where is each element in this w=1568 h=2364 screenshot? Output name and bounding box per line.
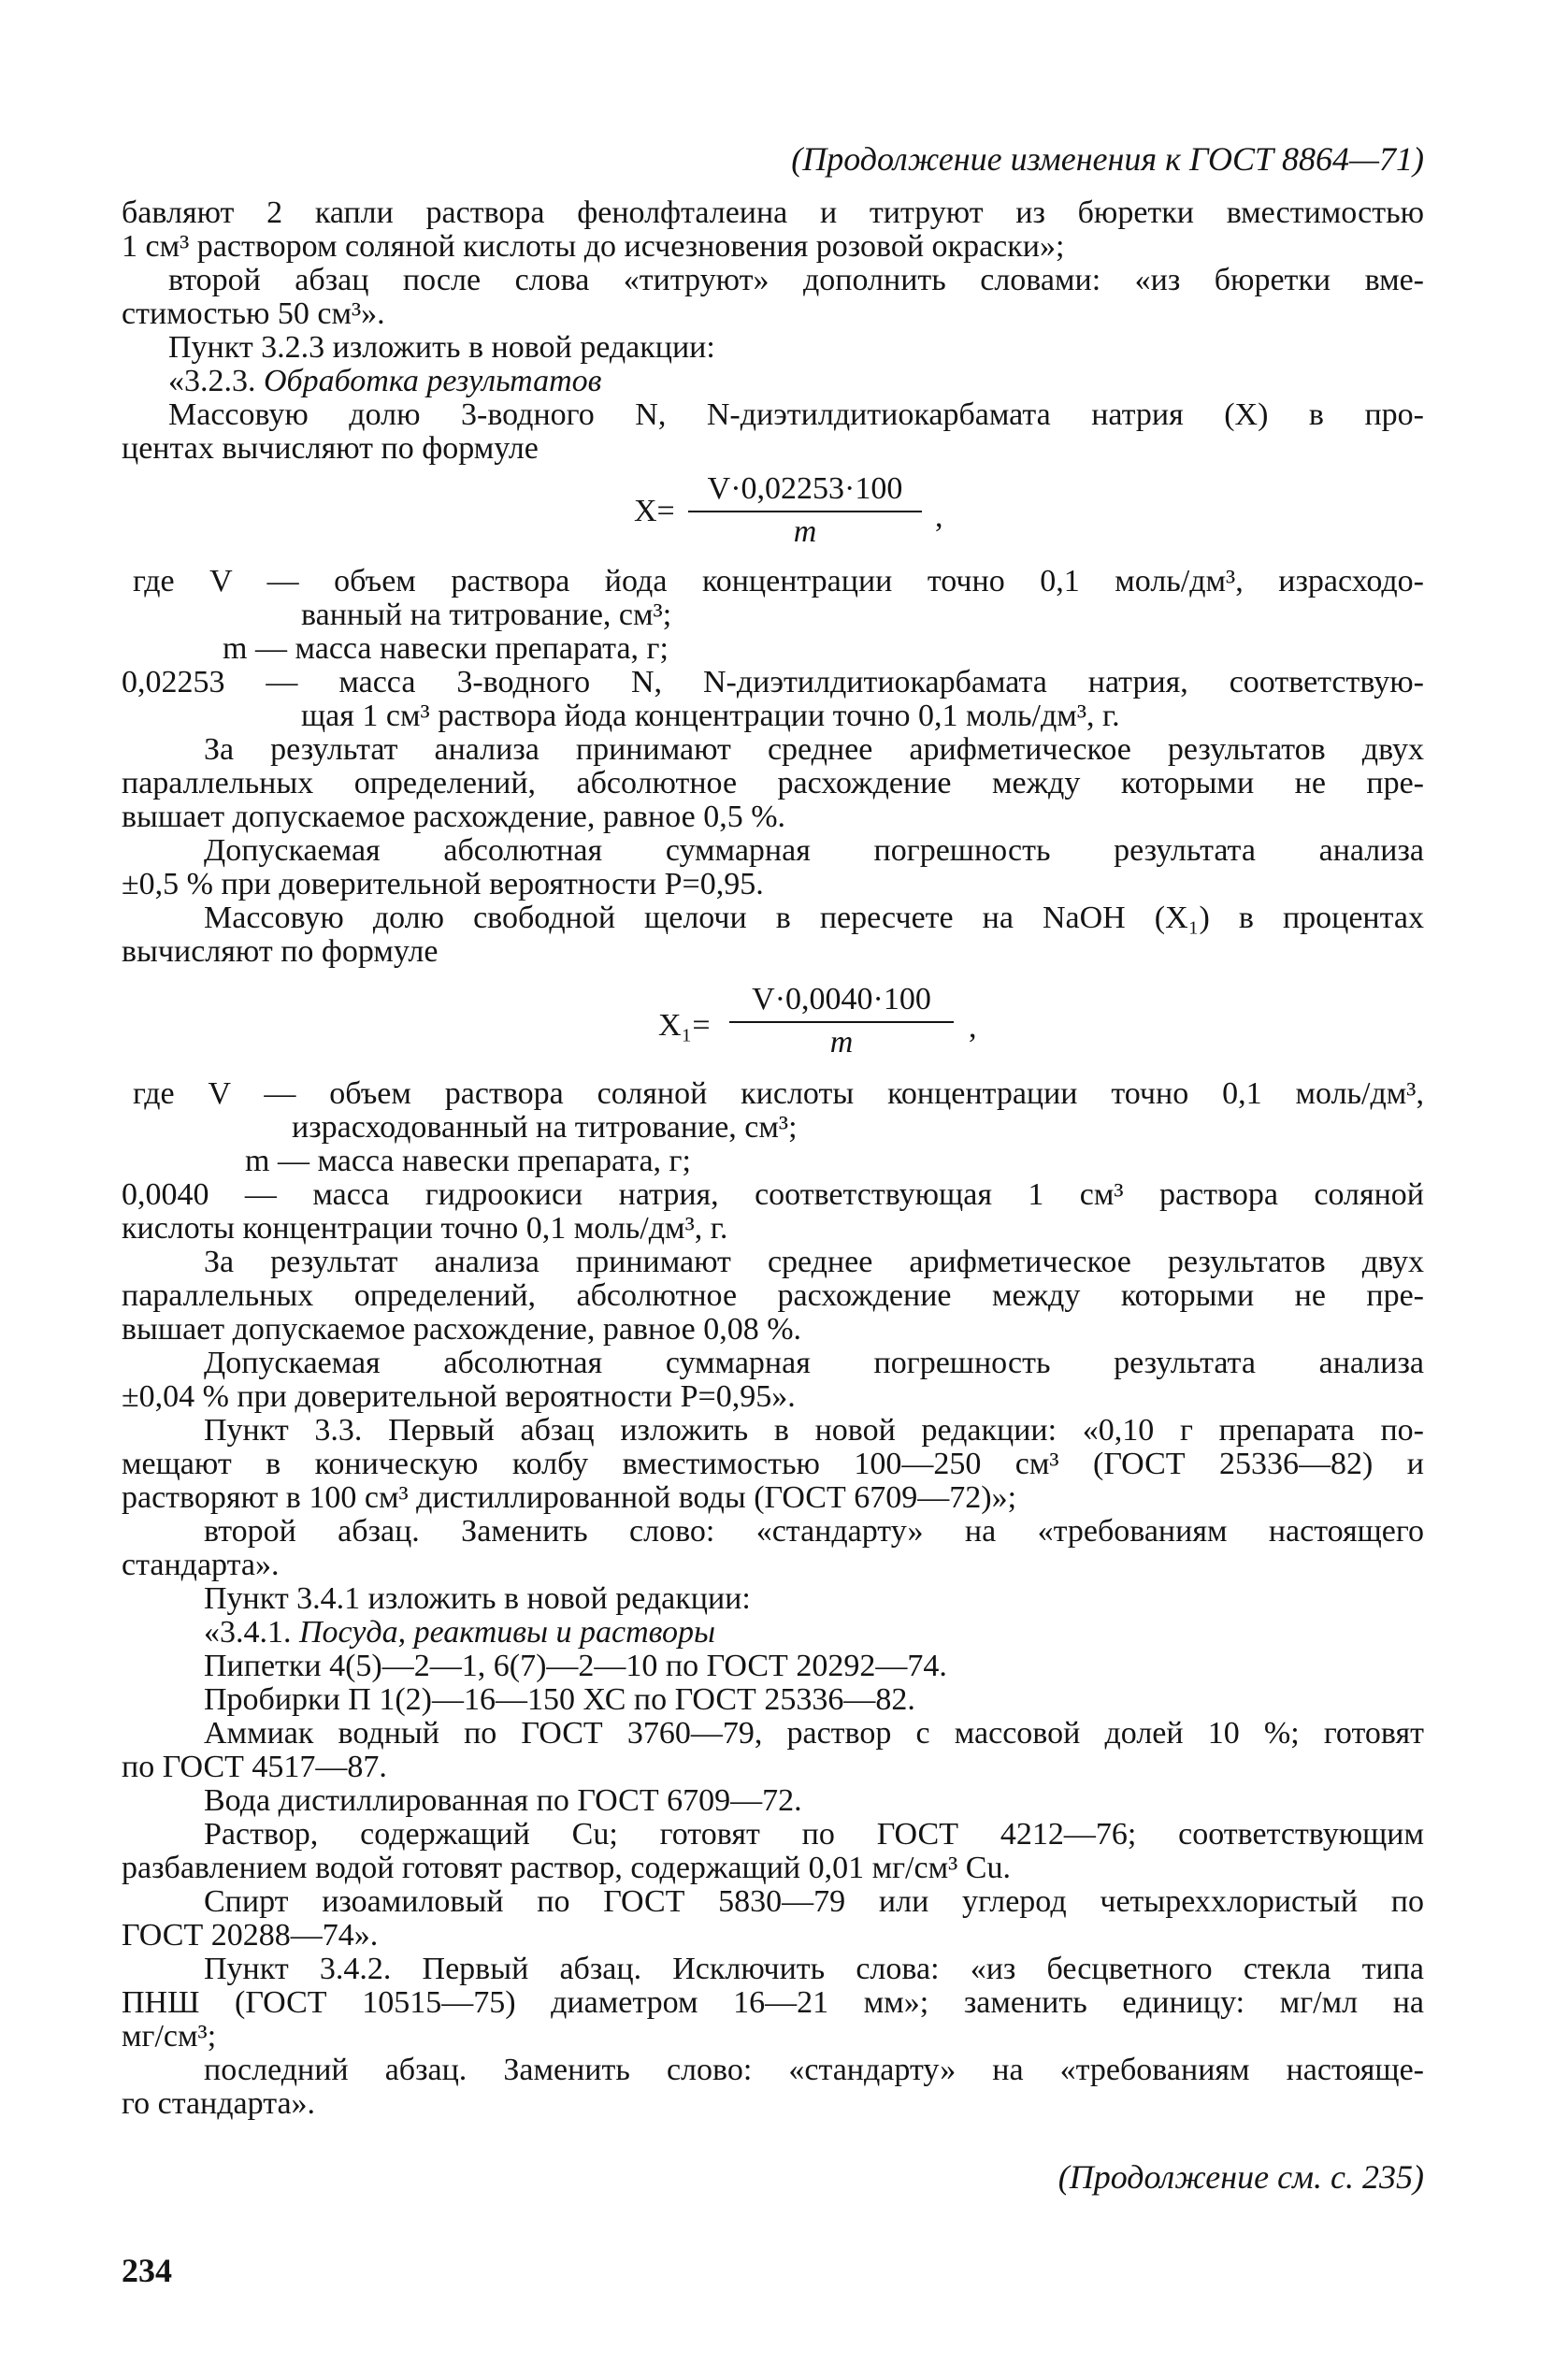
body-line: Пипетки 4(5)—2—1, 6(7)—2—10 по ГОСТ 20292—74. (204, 1649, 947, 1683)
body-line: Спирт изоамиловый по ГОСТ 5830—79 или углерод четыреххлористый по (204, 1884, 1424, 1919)
body-line: За результат анализа принимают среднее арифметическое результатов двух (204, 1245, 1424, 1279)
section-heading (168, 365, 601, 398)
body-line: Пункт 3.4.1 изложить в новой редакции: (204, 1581, 751, 1616)
body-line: Пробирки П 1(2)—16—150 ХС по ГОСТ 25336—82. (204, 1682, 915, 1717)
section-heading (204, 1616, 715, 1650)
formula-1-fraction-bar (688, 511, 922, 512)
body-line: бавляют 2 капли раствора фенолфталеина и титруют из бюретки вместимостью (122, 195, 1424, 230)
body-line: второй абзац после слова «титруют» дополнить словами: «из бюретки вме- (168, 263, 1424, 297)
body-line: ГОСТ 20288—74». (122, 1918, 379, 1953)
body-line: мещают в коническую колбу вместимостью 100—250 см³ (ГОСТ 25336—82) и (122, 1447, 1424, 1481)
section-number: «3.4.1. (204, 1615, 299, 1650)
legend-line: израсходованный на титрование, см³; (292, 1110, 798, 1145)
section-title: Посуда, реактивы и растворы (299, 1615, 716, 1650)
legend-line: 0,02253 — масса 3-водного N, N-диэтилдитиокарбамата натрия, соответствую- (122, 665, 1424, 699)
body-line: ПНШ (ГОСТ 10515—75) диаметром 16—21 мм»; заменить единицу: мг/мл на (122, 1985, 1424, 2020)
body-line: Массовую долю свободной щелочи в пересчете на NaOH (X₁) в процентах (204, 901, 1424, 935)
running-header: (Продолжение изменения к ГОСТ 8864—71) (791, 140, 1424, 178)
formula-2-fraction-bar (729, 1021, 954, 1023)
body-line: Допускаемая абсолютная суммарная погрешность результата анализа (204, 833, 1424, 868)
legend-line: ванный на титрование, см³; (301, 598, 672, 632)
legend-line: m — масса навески препарата, г; (223, 631, 669, 666)
body-line: разбавлением водой готовят раствор, содержащий 0,01 мг/см³ Cu. (122, 1851, 1011, 1885)
continuation-note: (Продолжение см. с. 235) (1057, 2158, 1424, 2196)
body-line: ±0,04 % при доверительной вероятности P=0,95». (122, 1379, 796, 1414)
legend-line: щая 1 см³ раствора йода концентрации точно 0,1 моль/дм³, г. (301, 699, 1120, 733)
formula-2-denominator: m (829, 1025, 854, 1059)
legend-line: где V — объем раствора йода концентрации точно 0,1 моль/дм³, израсходо- (133, 564, 1424, 598)
body-line: мг/см³; (122, 2019, 217, 2054)
formula-2-lhs: X₁= (658, 1008, 711, 1043)
body-line: стандарта». (122, 1548, 280, 1582)
body-line: растворяют в 100 см³ дистиллированной воды (ГОСТ 6709—72)»; (122, 1480, 1017, 1515)
body-line: вышает допускаемое расхождение, равное 0,5 %. (122, 800, 786, 834)
body-line: Аммиак водный по ГОСТ 3760—79, раствор с массовой долей 10 %; готовят (204, 1716, 1424, 1751)
formula-2-numerator: V·0,0040·100 (752, 982, 931, 1016)
formula-2-comma: , (969, 1010, 977, 1045)
body-line: 1 см³ раствором соляной кислоты до исчезновения розовой окраски»; (122, 229, 1065, 264)
body-line: вычисляют по формуле (122, 934, 439, 969)
body-line: Пункт 3.3. Первый абзац изложить в новой редакции: «0,10 г препарата по- (204, 1413, 1424, 1448)
legend-line: кислоты концентрации точно 0,1 моль/дм³, г. (122, 1211, 728, 1246)
legend-line: m — масса навески препарата, г; (245, 1144, 691, 1178)
body-line: параллельных определений, абсолютное расхождение между которыми не пре- (122, 766, 1424, 800)
body-line: За результат анализа принимают среднее арифметическое результатов двух (204, 732, 1424, 767)
section-title: Обработка результатов (264, 364, 602, 398)
legend-line: где V — объем раствора соляной кислоты концентрации точно 0,1 моль/дм³, (133, 1076, 1424, 1111)
formula-1-comma: , (935, 499, 943, 534)
body-line: Пункт 3.4.2. Первый абзац. Исключить слова: «из бесцветного стекла типа (204, 1952, 1424, 1986)
body-line: по ГОСТ 4517—87. (122, 1750, 387, 1784)
body-line: стимостью 50 см³». (122, 296, 385, 331)
body-line: последний абзац. Заменить слово: «стандарту» на «требованиям настояще- (204, 2053, 1424, 2087)
body-line: Раствор, содержащий Cu; готовят по ГОСТ 4212—76; соответствующим (204, 1817, 1424, 1852)
legend-line: 0,0040 — масса гидроокиси натрия, соответствующая 1 см³ раствора соляной (122, 1177, 1424, 1212)
section-number: «3.2.3. (168, 364, 264, 398)
body-line: параллельных определений, абсолютное расхождение между которыми не пре- (122, 1278, 1424, 1313)
body-line: Вода дистиллированная по ГОСТ 6709—72. (204, 1783, 802, 1818)
page-number: 234 (122, 2252, 172, 2289)
body-line: Допускаемая абсолютная суммарная погрешность результата анализа (204, 1346, 1424, 1380)
body-line: вышает допускаемое расхождение, равное 0,08 %. (122, 1312, 802, 1347)
body-line: второй абзац. Заменить слово: «стандарту» на «требованиям настоящего (204, 1514, 1424, 1549)
body-line: го стандарта». (122, 2086, 316, 2121)
body-line: ±0,5 % при доверительной вероятности P=0,95. (122, 867, 764, 901)
formula-1-denominator: m (793, 514, 817, 549)
body-line: центах вычисляют по формуле (122, 431, 539, 466)
formula-1-lhs: X= (634, 494, 675, 528)
body-line: Пункт 3.2.3 изложить в новой редакции: (168, 330, 715, 365)
body-line: Массовую долю 3-водного N, N-диэтилдитиокарбамата натрия (X) в про- (168, 397, 1424, 432)
formula-1-numerator: V·0,02253·100 (707, 471, 903, 506)
